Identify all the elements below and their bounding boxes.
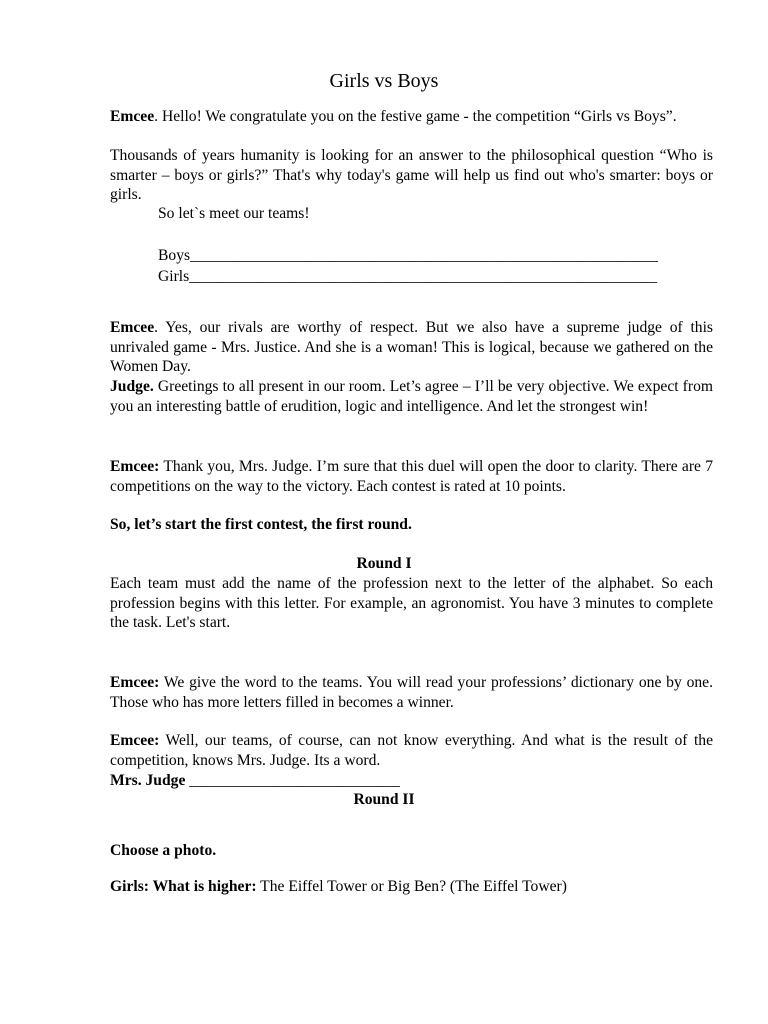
girls-label: Girls	[158, 268, 190, 285]
speaker-label: Emcee:	[110, 674, 160, 691]
speaker-label: Emcee:	[110, 732, 160, 749]
round-1-heading: Round I	[356, 555, 412, 572]
paragraph-text: Thank you, Mrs. Judge. I’m sure that this duel will open the door to clarity. There are 7 competitions on the way to the victory. Each contest is rated at 10 points.	[110, 458, 713, 495]
round-2-heading: Round II	[353, 791, 415, 808]
question-label: Girls: What is higher:	[110, 878, 257, 895]
paragraph-text: . Yes, our rivals are worthy of respect. But we also have a supreme judge of this unrivaled game - Mrs. Justice. And she is a woman! This is logical, because we gathered on the Women Day.	[110, 319, 713, 375]
boys-label: Boys	[158, 247, 191, 264]
emcee-intro-paragraph	[110, 107, 713, 127]
speaker-label: Emcee	[110, 108, 155, 125]
girls-question-line	[110, 877, 713, 897]
meet-teams-line: So let`s meet our teams!	[158, 205, 310, 222]
first-contest-line: So, let’s start the first contest, the first round.	[110, 516, 412, 533]
speaker-label: Emcee	[110, 319, 155, 336]
girls-team-line	[158, 267, 657, 287]
paragraph-text: Greetings to all present in our room. Let’s agree – I’ll be very objective. We expect from you an interesting battle of erudition, logic and intelligence. And let the strongest win!	[110, 378, 713, 415]
judge-blank: ___________________________	[185, 772, 400, 789]
choose-photo-line: Choose a photo.	[110, 842, 217, 859]
thousands-paragraph: Thousands of years humanity is looking for an answer to the philosophical question “Who is smarter – boys or girls?” That's why today's game will help us find out who's smarter: boys or girls.	[110, 147, 713, 203]
judge-verdict-line	[110, 771, 400, 791]
paragraph-text: We give the word to the teams. You will read your professions’ dictionary one by one. Those who has more letters filled in becomes a winner.	[110, 674, 713, 711]
paragraph-text: Well, our teams, of course, can not know everything. And what is the result of the competition, knows Mrs. Judge. Its a word.	[110, 732, 713, 769]
speaker-label: Emcee:	[110, 458, 160, 475]
question-text: The Eiffel Tower or Big Ben? (The Eiffel Tower)	[256, 878, 567, 895]
speaker-label: Judge.	[110, 378, 154, 395]
round-1-instructions: Each team must add the name of the profession next to the letter of the alphabet. So each profession begins with this letter. For example, an agronomist. You have 3 minutes to complete the task. Let's start.	[110, 575, 713, 631]
judge-greeting-paragraph	[110, 377, 713, 416]
emcee-rivals-paragraph	[110, 318, 713, 377]
paragraph-text: . Hello! We congratulate you on the festive game - the competition “Girls vs Boys”.	[154, 108, 677, 125]
boys-team-line	[158, 246, 658, 266]
emcee-teams-paragraph	[110, 673, 713, 712]
document-title: Girls vs Boys	[329, 70, 439, 92]
emcee-thanks-paragraph	[110, 457, 713, 496]
boys-blank: ____________________________________________________________	[190, 247, 658, 264]
emcee-result-paragraph	[110, 731, 713, 770]
girls-blank: ____________________________________________________________	[189, 268, 657, 285]
judge-label: Mrs. Judge	[110, 772, 186, 789]
